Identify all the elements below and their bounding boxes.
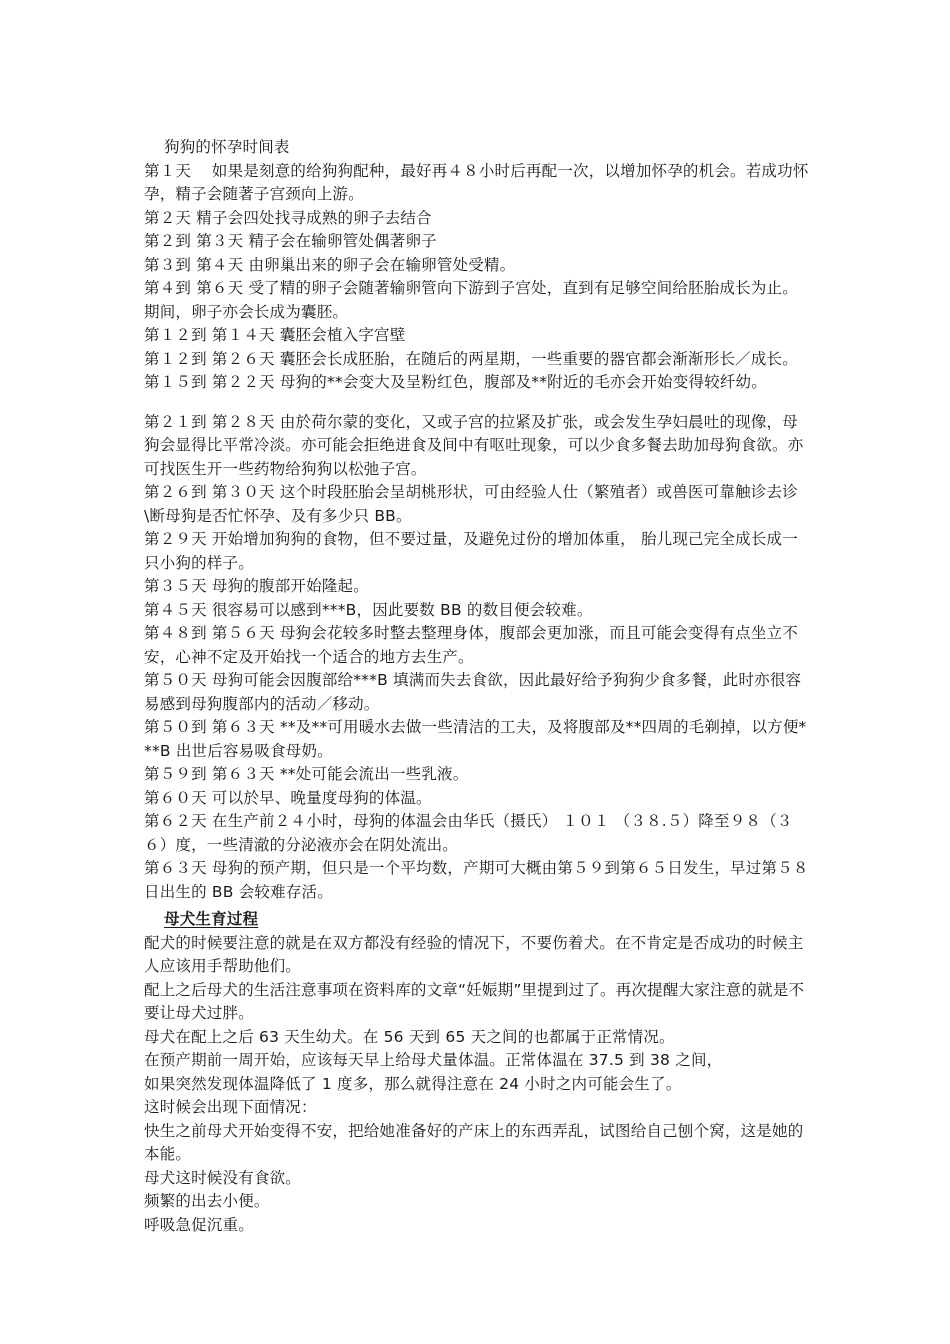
- section-paragraph: 配上之后母犬的生活注意事项在资料库的文章“妊娠期”里提到过了。再次提醒大家注意的就是不要让母犬过胖。: [144, 980, 805, 1022]
- timeline-day-62: 第６２天 在生产前２４小时，母狗的体温会由华氏（摄氏） １０１ （３８.５）降至９８（３６）度，一些清澈的分泌液亦会在阴处流出。: [144, 812, 793, 854]
- timeline-day-12-14: 第１２到 第１４天 囊胚会植入字宫壁: [144, 326, 406, 344]
- timeline-day-48-56: 第４８到 第５６天 母狗会花较多时整去整理身体，腹部会更加涨，而且可能会变得有点坐立不安，心神不定及开始找一个适合的地方去生产。: [144, 624, 798, 666]
- timeline-day-60: 第６０天 可以於早、晚量度母狗的体温。: [144, 788, 432, 807]
- timeline-day-45: 第４５天 很容易可以感到***B，因此要数 BB 的数目便会较难。: [144, 600, 593, 619]
- timeline-day-35: 第３５天 母狗的腹部开始隆起。: [144, 577, 369, 595]
- timeline-day-26-30: 第２６到 第３０天 这个时段胚胎会呈胡桃形状，可由经验人仕（繁殖者）或兽医可靠触诊去诊\断母狗是否忙怀孕、及有多少只 BB。: [144, 483, 798, 525]
- section-title: [144, 908, 810, 932]
- section-paragraph: 在预产期前一周开始，应该每天早上给母犬量体温。正常体温在 37.5 到 38 之间，: [144, 1051, 723, 1069]
- section-paragraph: 如果突然发现体温降低了 1 度多，那么就得注意在 24 小时之内可能会生了。: [144, 1074, 682, 1093]
- timeline-day-50: 第５０天 母狗可能会因腹部给***B 填满而失去食欲，因此最好给予狗狗少食多餐，此时亦很容易感到母狗腹部内的活动／移动。: [144, 671, 802, 713]
- timeline-day-3-4: 第３到 第４天 由卵巢出来的卵子会在输卵管处受精。: [144, 255, 516, 274]
- document-title: 狗狗的怀孕时间表: [164, 138, 290, 156]
- timeline-day-63: 第６３天 母狗的预产期，但只是一个平均数，产期可大概由第５９到第６５日发生，早过第５８日出生的 BB 会较难存活。: [144, 859, 809, 901]
- section-paragraph: 母犬在配上之后 63 天生幼犬。在 56 天到 65 天之间的也都属于正常情况。: [144, 1027, 675, 1046]
- timeline-day-12-26: 第１２到 第２６天 囊胚会长成胚胎，在随后的两星期，一些重要的器官都会渐渐形长／成长。: [144, 349, 798, 368]
- section-paragraph: 配犬的时候要注意的就是在双方都没有经验的情况下，不要伤着犬。在不肯定是否成功的时候主人应该用手帮助他们。: [144, 933, 804, 975]
- section-title-text: 母犬生育过程: [164, 910, 259, 928]
- timeline-day-50-63: 第５０到 第６３天 **及**可用暖水去做一些清洁的工夫，及将腹部及**四周的毛剃掉，以方便***B 出世后容易吸食母奶。: [144, 718, 807, 760]
- document-page: [144, 136, 810, 1237]
- section-paragraph: 频繁的出去小便。: [144, 1192, 270, 1210]
- timeline-day-4-6: 第４到 第６天 受了精的卵子会随著输卵管向下游到子宫处，直到有足够空间给胚胎成长为止。期间，卵子亦会长成为囊胚。: [144, 279, 798, 321]
- section-paragraph: 快生之前母犬开始变得不安，把给她准备好的产床上的东西弄乱，试图给自己刨个窝，这是她的本能。: [144, 1121, 804, 1163]
- timeline-day-21-28: 第２１到 第２８天 由於荷尔蒙的变化，又或子宫的拉紧及扩张，或会发生孕妇晨吐的现像，母狗会显得比平常冷淡。亦可能会拒绝进食及间中有呕吐现象，可以少食多餐去助加母狗食欲。亦可找医生开一些药物给狗狗以松弛子宫。: [144, 412, 804, 478]
- timeline-day-2: 第２天 精子会四处找寻成熟的卵子去结合: [144, 208, 432, 227]
- timeline-day-29: 第２９天 开始增加狗狗的食物，但不要过量，及避免过份的增加体重， 胎儿现己完全成长成一只小狗的样子。: [144, 530, 798, 572]
- timeline-day-15-22: 第１５到 第２２天 母狗的**会变大及呈粉红色，腹部及**附近的毛亦会开始变得较纤幼。: [144, 373, 767, 391]
- section-paragraph: 母犬这时候没有食欲。: [144, 1168, 302, 1187]
- section-paragraph: 呼吸急促沉重。: [144, 1215, 254, 1234]
- timeline-day-59-63: 第５９到 第６３天 **处可能会流出一些乳液。: [144, 765, 469, 783]
- timeline-day-1: 第１天 如果是刻意的给狗狗配种，最好再４８小时后再配一次，以增加怀孕的机会。若成功怀孕，精子会随著子宫颈向上游。: [144, 161, 809, 203]
- paragraph-gap: [144, 395, 810, 411]
- section-paragraph: 这时候会出现下面情况：: [144, 1098, 317, 1116]
- timeline-day-2-3: 第２到 第３天 精子会在输卵管处偶著卵子: [144, 232, 437, 250]
